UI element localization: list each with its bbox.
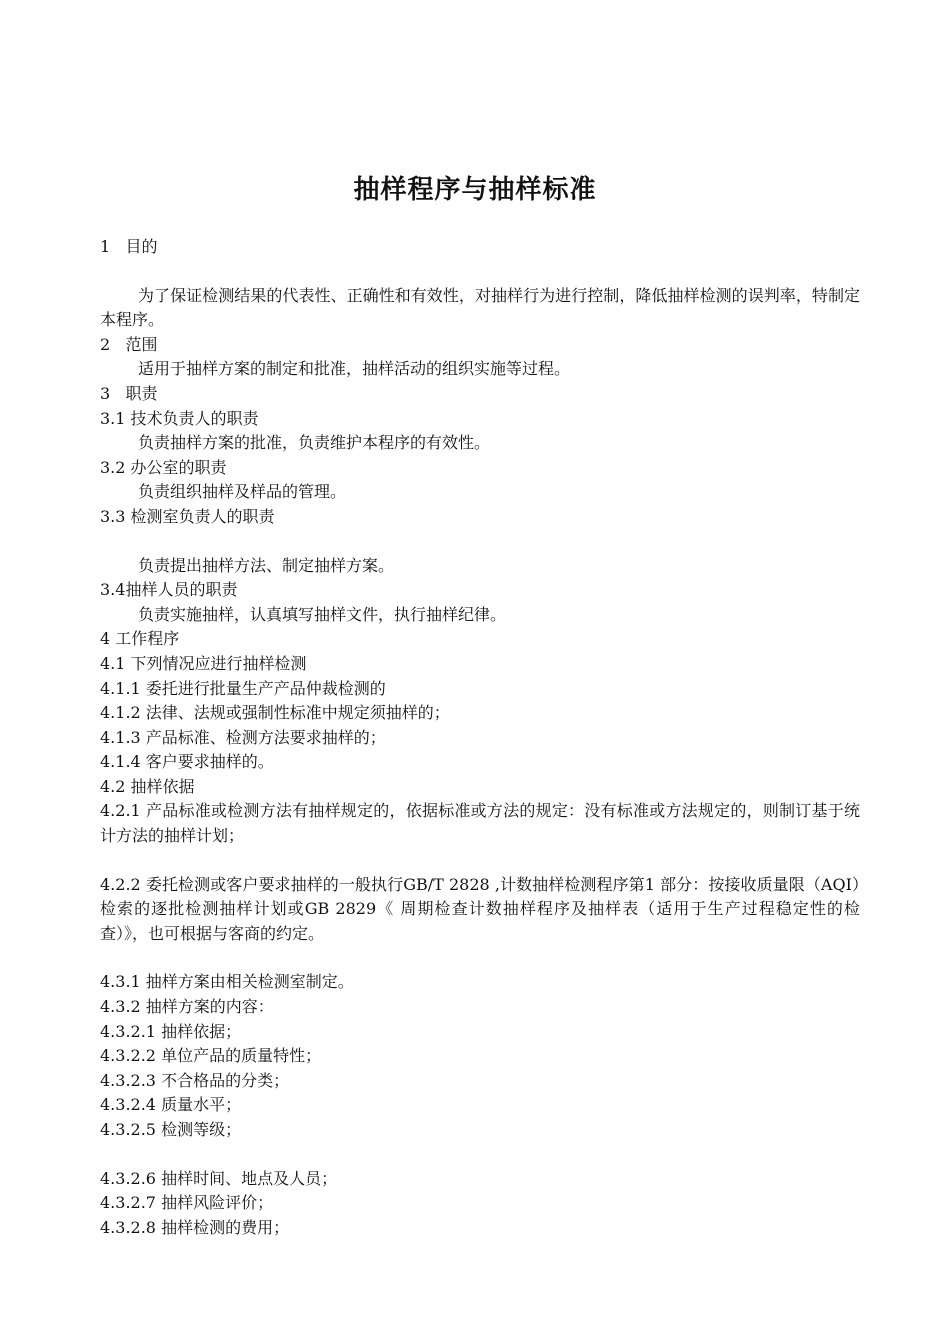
section-heading-procedure: 4 工作程序 — [100, 629, 180, 649]
section-heading-purpose: 1 目的 — [100, 237, 158, 256]
list-item-4-1-1: 4.1.1 委托进行批量生产产品仲裁检测的 — [100, 678, 386, 698]
list-item-4-3-2-5: 4.3.2.5 检测等级； — [100, 1120, 242, 1139]
list-item-4-3-2: 4.3.2 抽样方案的内容： — [100, 997, 274, 1017]
subsection-heading-4-2: 4.2 抽样依据 — [100, 776, 195, 796]
list-item-4-3-1: 4.3.1 抽样方案由相关检测室制定。 — [100, 972, 354, 992]
section-heading-scope: 2 范围 — [100, 334, 158, 354]
list-item-4-3-2-2: 4.3.2.2 单位产品的质量特性； — [100, 1046, 322, 1066]
section-body-scope: 适用于抽样方案的制定和批准，抽样活动的组织实施等过程。 — [138, 359, 571, 379]
subsection-heading-3-1: 3.1 技术负责人的职责 — [100, 408, 259, 428]
subsection-body-3-2: 负责组织抽样及样品的管理。 — [138, 482, 347, 502]
paragraph-4-2-2: 4.2.2 委托检测或客户要求抽样的一般执行GB/T 2828 ,计数抽样检测程序第1 部分：按接收质量限（AQI）检索的逐批检测抽样计划或GB 2829《 周期检查计数抽样程序及抽样表（适用于生产过程稳定性的检查）》，也可根据与客商的约定。 — [100, 874, 860, 943]
list-item-4-1-2: 4.1.2 法律、法规或强制性标准中规定须抽样的； — [100, 703, 450, 723]
list-item-4-1-3: 4.1.3 产品标准、检测方法要求抽样的； — [100, 727, 386, 747]
list-item-4-3-2-7: 4.3.2.7 抽样风险评价； — [100, 1193, 274, 1213]
subsection-body-3-1: 负责抽样方案的批准，负责维护本程序的有效性。 — [138, 433, 491, 453]
list-item-4-3-2-1: 4.3.2.1 抽样依据； — [100, 1021, 242, 1041]
section-body-purpose: 为了保证检测结果的代表性、正确性和有效性，对抽样行为进行控制，降低抽样检测的误判率，特制定本程序。 — [100, 285, 860, 330]
section-heading-responsibilities: 3 职责 — [100, 383, 158, 403]
paragraph-4-2-1: 4.2.1 产品标准或检测方法有抽样规定的，依据标准或方法的规定：没有标准或方法规定的，则制订基于统计方法的抽样计划； — [100, 801, 860, 846]
subsection-heading-3-2: 3.2 办公室的职责 — [100, 457, 227, 477]
subsection-heading-3-3: 3.3 检测室负责人的职责 — [100, 506, 275, 526]
subsection-body-3-4: 负责实施抽样，认真填写抽样文件，执行抽样纪律。 — [138, 604, 507, 624]
subsection-body-3-3: 负责提出抽样方法、制定抽样方案。 — [138, 555, 395, 575]
list-item-4-3-2-3: 4.3.2.3 不合格品的分类； — [100, 1070, 290, 1090]
list-item-4-1-4: 4.1.4 客户要求抽样的。 — [100, 752, 274, 772]
list-item-4-3-2-8: 4.3.2.8 抽样检测的费用； — [100, 1217, 290, 1237]
document-title: 抽样程序与抽样标准 — [353, 175, 597, 205]
subsection-heading-3-4: 3.4抽样人员的职责 — [100, 580, 238, 600]
list-item-4-3-2-6: 4.3.2.6 抽样时间、地点及人员； — [100, 1168, 338, 1188]
subsection-heading-4-1: 4.1 下列情况应进行抽样检测 — [100, 653, 307, 673]
document-body — [100, 235, 860, 1240]
list-item-4-3-2-4: 4.3.2.4 质量水平； — [100, 1095, 242, 1115]
